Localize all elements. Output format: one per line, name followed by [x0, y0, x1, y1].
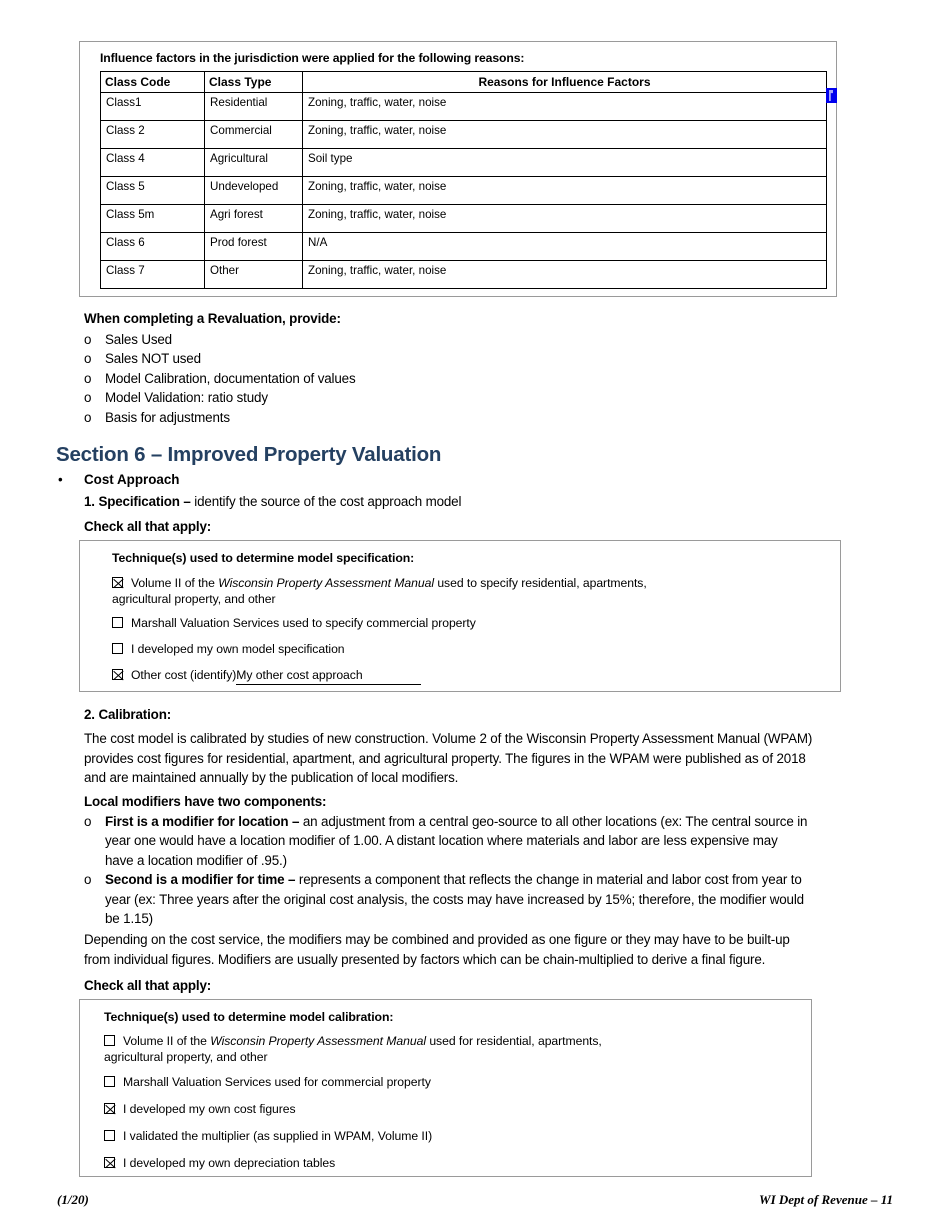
calibration-paragraph-2	[84, 930, 884, 969]
table-row	[101, 233, 827, 261]
checkbox-option-row[interactable]	[112, 667, 826, 685]
checkbox-checked-icon[interactable]	[104, 1103, 115, 1114]
list-item-label: Basis for adjustments	[105, 409, 230, 425]
table-row	[101, 121, 827, 149]
checkbox-option-row[interactable]	[104, 1101, 797, 1117]
checkbox-option-label	[123, 1075, 431, 1089]
table-row	[101, 93, 827, 121]
checkbox-checked-icon[interactable]	[112, 669, 123, 680]
modifier-line-1: an adjustment from a central geo-source to all other locations (ex: The central source in	[299, 814, 808, 829]
checkbox-option-row[interactable]	[104, 1074, 797, 1090]
list-item-label: Model Validation: ratio study	[105, 390, 268, 406]
cell-reason[interactable]: Zoning, traffic, water, noise	[303, 177, 827, 205]
option-text-italic: Wisconsin Property Assessment Manual	[210, 1034, 426, 1048]
list-item	[84, 870, 884, 928]
checkbox-unchecked-icon[interactable]	[104, 1035, 115, 1046]
option-text-pre: I developed my own cost figures	[123, 1102, 296, 1116]
list-item	[84, 408, 356, 427]
specification-label: 1. Specification –	[84, 494, 191, 509]
page-title: Section 6 – Improved Property Valuation	[56, 443, 442, 466]
calibration-paragraph-1	[84, 729, 884, 788]
checkbox-unchecked-icon[interactable]	[104, 1076, 115, 1087]
column-header-reasons: Reasons for Influence Factors	[303, 72, 827, 93]
cost-approach-label: Cost Approach	[84, 472, 180, 487]
modifier-title: First is a modifier for location –	[105, 814, 300, 829]
modifier-line-3: have a location modifier of .95.)	[105, 852, 287, 868]
calibration-p2-line2: from individual figures. Modifiers are usually presented by factors which can be chain-multiplied to derive a final figure.	[84, 951, 766, 967]
checkbox-option-label	[104, 1034, 602, 1064]
checkbox-option-row[interactable]	[104, 1033, 797, 1065]
checkbox-unchecked-icon[interactable]	[112, 617, 123, 628]
option-text-italic: Wisconsin Property Assessment Manual	[218, 576, 434, 590]
revaluation-heading: When completing a Revaluation, provide:	[84, 311, 341, 326]
option-text-line2: agricultural property, and other	[112, 592, 276, 606]
cell-class-type: Agricultural	[205, 149, 303, 177]
cell-class-type: Commercial	[205, 121, 303, 149]
option-text-pre: I validated the multiplier (as supplied in WPAM, Volume II)	[123, 1129, 433, 1143]
list-bullet-icon: o	[84, 390, 92, 406]
table-row	[101, 261, 827, 289]
modifier-line-1: represents a component that reflects the change in material and labor cost from year to	[295, 872, 802, 888]
specification-line	[84, 494, 461, 509]
table-row	[101, 205, 827, 233]
table-row	[101, 149, 827, 177]
cell-reason[interactable]: Zoning, traffic, water, noise	[303, 205, 827, 233]
checkbox-checked-icon[interactable]	[104, 1157, 115, 1168]
checkbox-option-row[interactable]	[104, 1128, 797, 1144]
cell-class-type: Residential	[205, 93, 303, 121]
text-selection-marker	[826, 88, 837, 103]
specification-text: identify the source of the cost approach model	[190, 494, 462, 509]
checkbox-option-label	[123, 1129, 432, 1143]
option-text-pre: Marshall Valuation Services used for commercial property	[123, 1075, 431, 1089]
list-item	[84, 349, 356, 368]
list-item	[84, 388, 356, 407]
checkbox-option-label	[131, 616, 476, 630]
calibration-p1-line2: provides cost figures for residential, apartment, and agricultural property. The figures in the WPAM were published as of 2018	[84, 750, 806, 766]
cell-class-code: Class 5m	[101, 205, 205, 233]
list-item-label: Sales Used	[105, 332, 172, 347]
model-specification-panel	[79, 540, 841, 692]
option-text-pre: I developed my own model specification	[131, 642, 345, 656]
model-specification-options	[112, 575, 826, 695]
cell-class-type: Undeveloped	[205, 177, 303, 205]
option-text-pre: Volume II of the	[123, 1034, 211, 1048]
influence-factors-table	[100, 71, 827, 289]
list-bullet-icon: o	[84, 351, 92, 367]
influence-factors-title: Influence factors in the jurisdiction were applied for the following reasons:	[100, 51, 525, 65]
option-text-pre: Marshall Valuation Services used to specify commercial property	[131, 616, 476, 630]
checkbox-option-label	[123, 1156, 335, 1170]
list-bullet-icon: o	[84, 370, 92, 386]
cell-class-code: Class 2	[101, 121, 205, 149]
model-calibration-title: Technique(s) used to determine model calibration:	[104, 1010, 394, 1024]
calibration-p1-line3: and are maintained annually by the publication of local modifiers.	[84, 770, 459, 786]
checkbox-checked-icon[interactable]	[112, 577, 123, 588]
list-item-label: Model Calibration, documentation of values	[105, 370, 356, 386]
calibration-heading: 2. Calibration:	[84, 707, 172, 722]
option-text-pre: I developed my own depreciation tables	[123, 1156, 336, 1170]
checkbox-unchecked-icon[interactable]	[104, 1130, 115, 1141]
checkbox-option-row[interactable]	[104, 1155, 797, 1171]
list-bullet-icon: o	[84, 332, 92, 347]
local-modifiers-list	[84, 812, 884, 928]
calibration-p1-line1: The cost model is calibrated by studies of new construction. Volume 2 of the Wisconsin Property Assessment Manual (WPAM)	[84, 731, 813, 746]
other-cost-input[interactable]: My other cost approach	[236, 667, 421, 685]
local-modifiers-heading: Local modifiers have two components:	[84, 794, 327, 809]
checkbox-option-row[interactable]	[112, 641, 826, 657]
cell-class-type: Prod forest	[205, 233, 303, 261]
cell-reason[interactable]: Soil type	[303, 149, 827, 177]
table-header-row	[101, 72, 827, 93]
cell-class-type: Other	[205, 261, 303, 289]
option-text-line2: agricultural property, and other	[104, 1050, 268, 1064]
checkbox-option-label	[131, 642, 345, 656]
cell-reason[interactable]: Zoning, traffic, water, noise	[303, 93, 827, 121]
cell-class-code: Class 4	[101, 149, 205, 177]
column-header-class-type: Class Type	[205, 72, 303, 93]
list-item	[84, 369, 356, 388]
cell-class-code: Class 5	[101, 177, 205, 205]
cell-class-code: Class 7	[101, 261, 205, 289]
list-bullet-icon: o	[84, 814, 92, 829]
modifier-line-2: year (ex: Three years after the original cost analysis, the costs may have increased by 15%; therefore, the modifier would	[105, 891, 804, 907]
modifier-title: Second is a modifier for time –	[105, 872, 296, 888]
modifier-line-3: be 1.15)	[105, 911, 153, 927]
cell-class-code: Class 6	[101, 233, 205, 261]
footer-page-label: WI Dept of Revenue – 11	[759, 1192, 893, 1207]
cell-reason[interactable]: Zoning, traffic, water, noise	[303, 261, 827, 289]
checkbox-option-label	[123, 1102, 296, 1116]
cell-class-code: Class1	[101, 93, 205, 121]
cell-reason[interactable]: Zoning, traffic, water, noise	[303, 121, 827, 149]
checkbox-option-row[interactable]	[112, 575, 826, 607]
cell-reason[interactable]: N/A	[303, 233, 827, 261]
list-bullet-icon: o	[84, 872, 92, 888]
model-specification-title: Technique(s) used to determine model specification:	[112, 551, 415, 565]
option-text-pre: Volume II of the	[131, 576, 219, 590]
bullet-glyph-icon: •	[58, 472, 63, 487]
check-all-that-apply-label-1: Check all that apply:	[84, 519, 212, 534]
influence-factors-panel	[79, 41, 837, 297]
calibration-p2-line1: Depending on the cost service, the modifiers may be combined and provided as one figure or they may have to be built-up	[84, 932, 790, 947]
model-calibration-panel	[79, 999, 812, 1177]
checkbox-option-label	[112, 576, 647, 606]
checkbox-unchecked-icon[interactable]	[112, 643, 123, 654]
list-bullet-icon: o	[84, 409, 92, 425]
model-calibration-options	[104, 1033, 797, 1182]
footer-revision-date: (1/20)	[57, 1192, 89, 1207]
list-item	[84, 812, 884, 870]
list-item	[84, 330, 356, 349]
checkbox-option-row[interactable]	[112, 615, 826, 631]
table-row	[101, 177, 827, 205]
checkbox-option-label	[131, 668, 421, 682]
cell-class-type: Agri forest	[205, 205, 303, 233]
check-all-that-apply-label-2: Check all that apply:	[84, 978, 212, 993]
column-header-class-code: Class Code	[101, 72, 205, 93]
option-text-post: used for residential, apartments,	[425, 1034, 602, 1048]
list-item-label: Sales NOT used	[105, 351, 201, 367]
revaluation-list	[84, 330, 356, 427]
option-text-post: used to specify residential, apartments,	[433, 576, 647, 590]
modifier-line-2: year one would have a location modifier of 1.00. A distant location where materials and labor are less expensive may	[105, 833, 778, 849]
option-text-pre: Other cost (identify)	[131, 668, 237, 682]
